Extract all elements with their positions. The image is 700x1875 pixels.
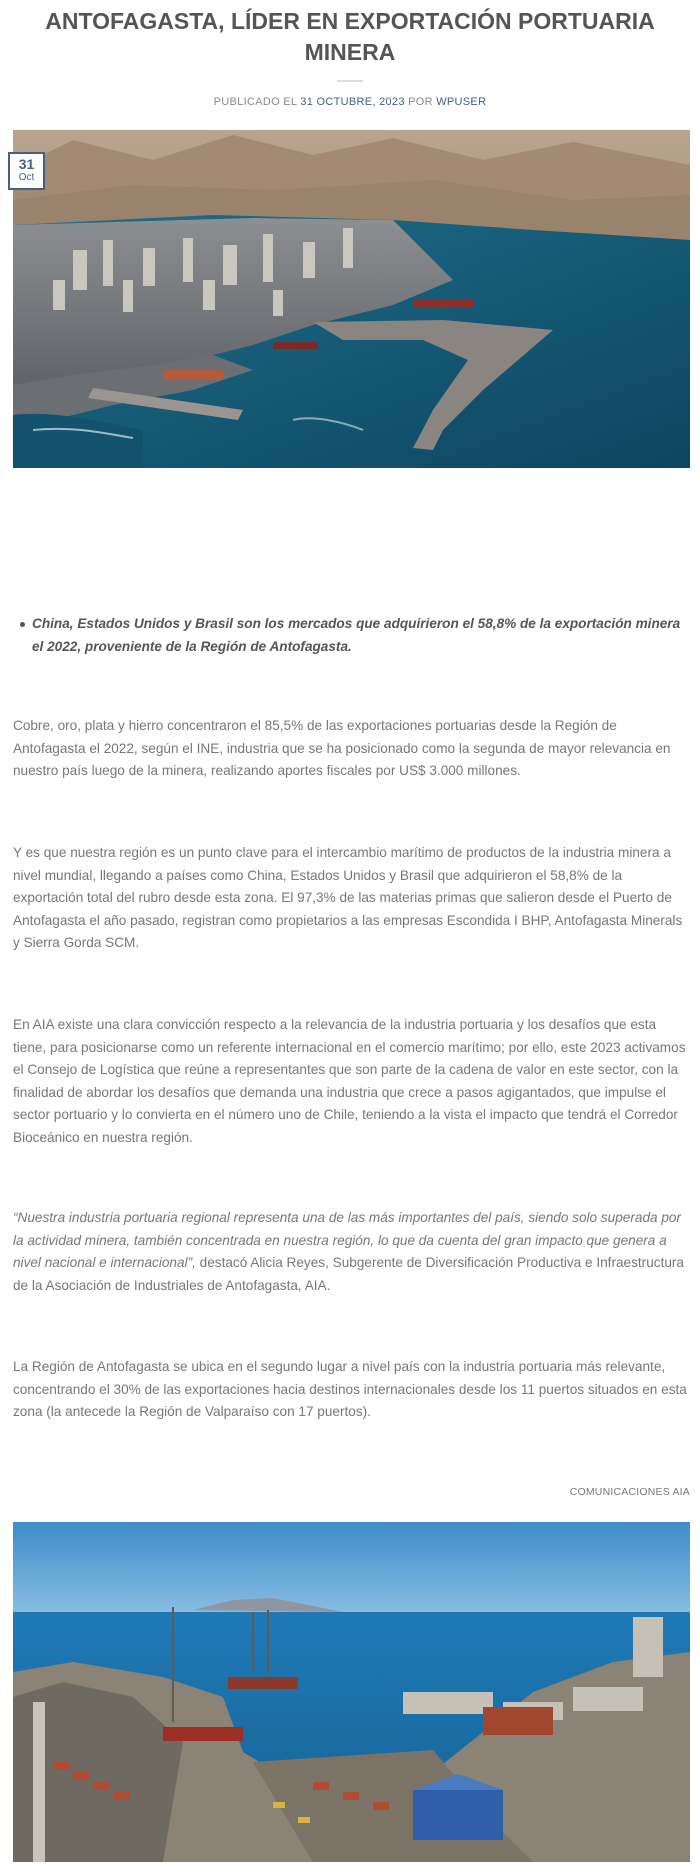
date-badge <box>8 152 45 190</box>
port-image-illustration <box>13 1522 690 1862</box>
hero-image-illustration <box>13 130 690 468</box>
paragraph-4: La Región de Antofagasta se ubica en el segundo lugar a nivel país con la industria portuaria más relevante, concentrando el 30% de las exportaciones hacia destinos internacionales desde los 11 puertos situados en esta zona (la antecede la Región de Valparaíso con 17 puertos). <box>13 1359 687 1419</box>
port-image <box>13 1522 690 1862</box>
quote-paragraph <box>13 1207 689 1297</box>
quote-text: “Nuestra industria portuaria regional representa una de las más importantes del país, siendo solo superada por la actividad minera, también concentrada en nuestra región, lo que da cuenta del gran impacto que genera a nivel nacional e internacional”, <box>13 1210 681 1270</box>
date-badge-day: 31 <box>18 156 35 172</box>
bullet-dot <box>20 622 25 627</box>
paragraph-3: En AIA existe una clara convicción respecto a la relevancia de la industria portuaria y los desafíos que esta tiene, para posicionarse como un referente internacional en el comercio marítimo; por ello, este 2023 activamos el Consejo de Logística que reúne a representantes que son parte de la cadena de valor en este sector, con la finalidad de abordar los desafíos que demanda una industria que crece a pasos agigantados, que impulse el sector portuario y lo convierta en el número uno de Chile, teniendo a la vista el impacto que tendrá el Corredor Bioceánico en nuestra región. <box>13 1017 686 1145</box>
hero-image <box>13 130 690 468</box>
highlight-bullet: China, Estados Unidos y Brasil son los mercados que adquirieron el 58,8% de la exportación minera el 2022, proveniente de la Región de Antofagasta. <box>32 616 681 654</box>
paragraph-1: Cobre, oro, plata y hierro concentraron el 85,5% de las exportaciones portuarias desde la Región de Antofagasta el 2022, según el INE, industria que se ha posicionado como la segunda de mayor relevancia en nuestro país luego de la minera, realizando aportes fiscales por US$ 3.000 millones. <box>13 718 671 778</box>
post-date-link[interactable]: 31 OCTUBRE, 2023 <box>300 96 405 108</box>
published-prefix: PUBLICADO EL <box>213 96 297 108</box>
article-title: ANTOFAGASTA, LÍDER EN EXPORTACIÓN PORTUARIA MINERA <box>45 8 655 65</box>
signature: COMUNICACIONES AIA <box>569 1486 690 1498</box>
author-link[interactable]: WPUSER <box>436 96 487 108</box>
title-divider <box>337 80 363 82</box>
post-meta <box>0 96 700 108</box>
paragraph-2: Y es que nuestra región es un punto clave para el intercambio marítimo de productos de la industria minera a nivel mundial, llegando a países como China, Estados Unidos y Brasil que adquirieron el 58,8% de la exportación total del rubro desde esta zona. El 97,3% de las materias primas que salieron desde el Puerto de Antofagasta el año pasado, registran como propietarios a las empresas Escondida I BHP, Antofagasta Minerals y Sierra Gorda SCM. <box>13 845 683 950</box>
by-label: POR <box>408 96 433 108</box>
quote-attribution: destacó Alicia Reyes, Subgerente de Diversificación Productiva e Infraestructura de la Asociación de Industriales de Antofagasta, AIA. <box>13 1255 684 1293</box>
date-badge-month: Oct <box>18 172 35 183</box>
